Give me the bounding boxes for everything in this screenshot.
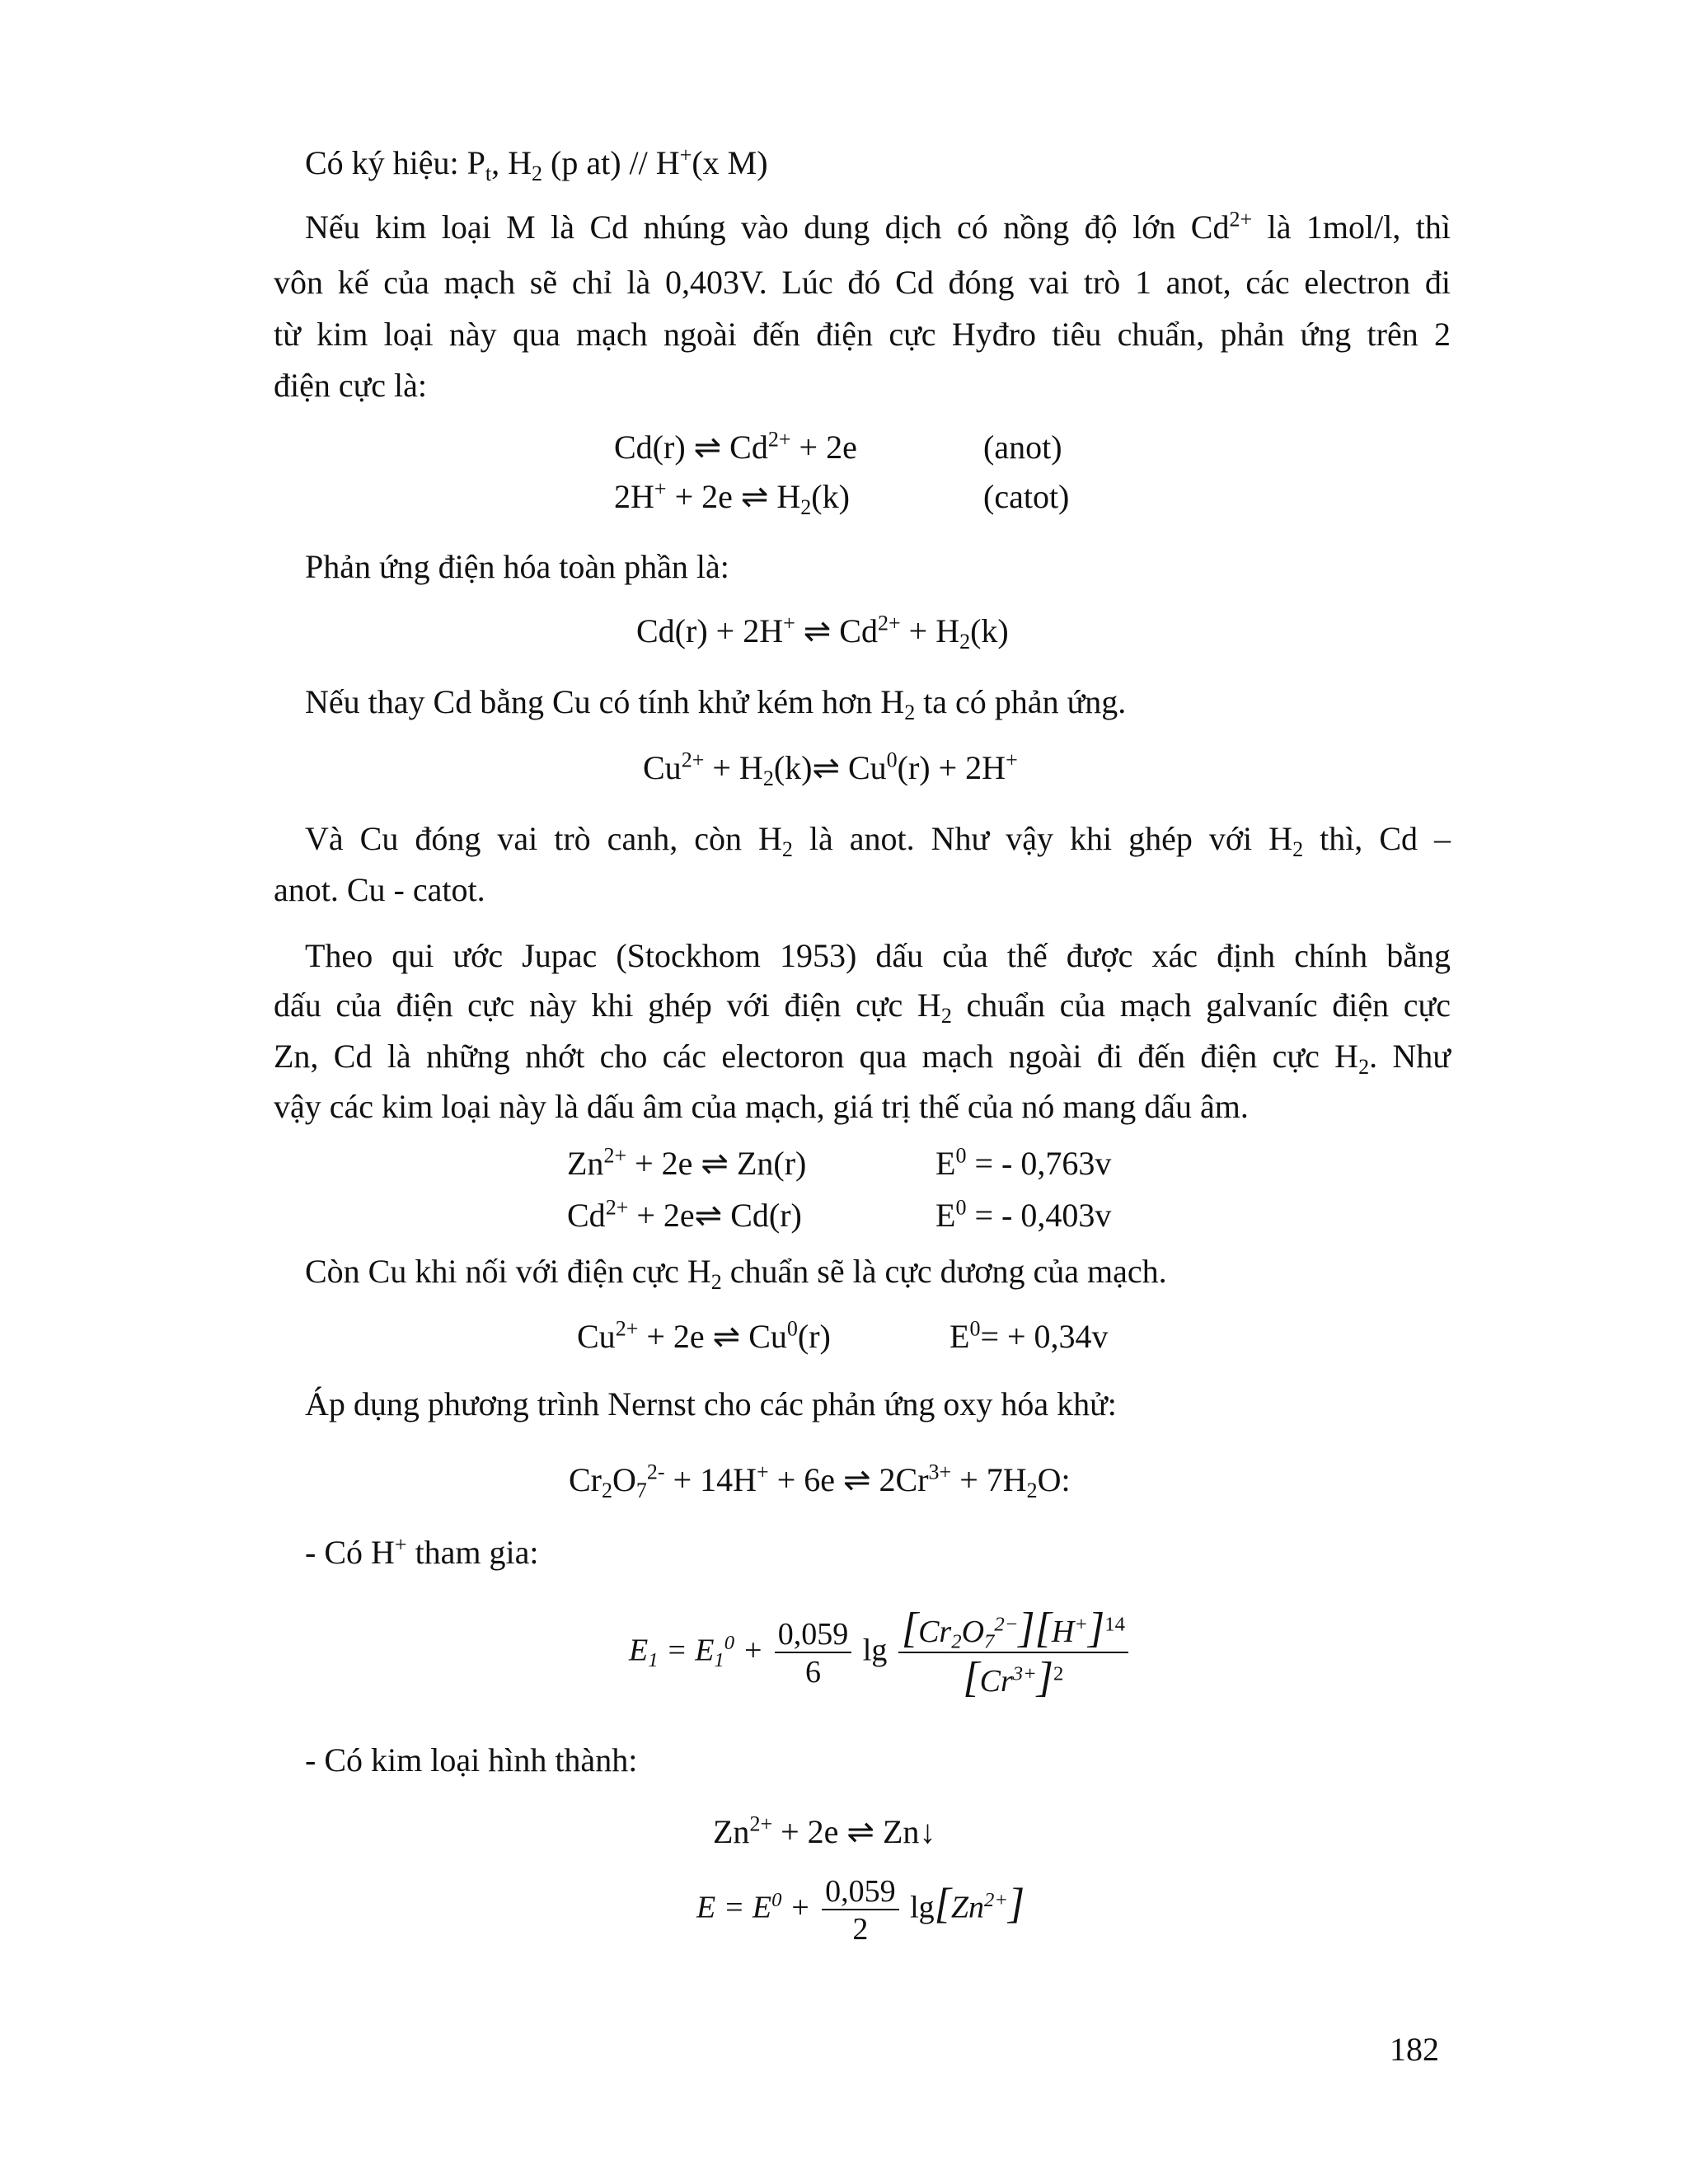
equation-cathode-note: (catot) bbox=[983, 478, 1070, 515]
equation-cathode: 2H+ + 2e ⇌ $H_2(k)$ bbox=[614, 476, 850, 519]
text-line: điện cực là: bbox=[274, 367, 428, 404]
text-line: anot. Cu - catot. bbox=[274, 871, 485, 908]
equation-zinc-deposit: $Zn^{2+} + 2e$ ⇌ Zn↓ bbox=[713, 1811, 936, 1850]
text-line: Còn Cu khi nối với điện cực $H_2$ chuẩn sẽ là cực dương của mạch. bbox=[305, 1253, 1167, 1294]
text-line: - Có H+ tham gia: bbox=[305, 1532, 539, 1571]
equation-anode-note: (anot) bbox=[983, 429, 1062, 466]
text-line: Phản ứng điện hóa toàn phần là: bbox=[305, 548, 729, 585]
equation-copper: $Cu^{2+} + 2e$ ⇌ Cu$^0$(r) bbox=[577, 1316, 831, 1355]
equation-nernst-zinc: $E = E^0$ + $\frac{0,059}{2}$ $\lg[Zn^{2+}]$ bbox=[696, 1874, 1025, 1947]
equation-cadmium-potential: $E^0$ = - 0,403v bbox=[935, 1195, 1112, 1234]
equation-anode: Cd(r) ⇌ $Cd^{2+} + 2e$ bbox=[614, 427, 857, 466]
text-line-notation: Có ký hiệu: $P_t$, $H_2$ (p at) // H+(x M) bbox=[305, 143, 768, 185]
text-line: Nếu thay Cd bằng Cu có tính khử kém hơn $H_2$ ta có phản ứng. bbox=[305, 683, 1127, 724]
equation-nernst-dichromate: $E_1 = E_1^0$ + $\frac{0,059}{6}$ lg $\frac{[Cr_2O_7^{2-}][H^+]^{14}}{[Cr^{3+}]^2}$ bbox=[629, 1607, 1132, 1699]
equation-zinc: $Zn^{2+} + 2e$ ⇌ Zn(r) bbox=[567, 1143, 807, 1182]
text-line: vôn kế của mạch sẽ chỉ là 0,403V. Lúc đó Cd đóng vai trò 1 anot, các electron đi bbox=[274, 264, 1451, 301]
equation-copper-reaction: $Cu^{2+}$ + $H_2(k)\rightleftharpoons$ $Cu^0(r) + 2H^+$ bbox=[643, 748, 1018, 790]
text-line: từ kim loại này qua mạch ngoài đến điện cực Hyđro tiêu chuẩn, phản ứng trên 2 bbox=[274, 316, 1451, 353]
equation-overall: Cd(r) + 2H+ ⇌ $Cd^{2+} + H_2(k)$ bbox=[636, 611, 1009, 654]
text-line: Nếu kim loại M là Cd nhúng vào dung dịch có nồng độ lớn $Cd^{2+}$ là 1mol/l, thì bbox=[305, 207, 1451, 246]
page-number: 182 bbox=[1390, 2031, 1439, 2068]
equation-copper-potential: $E^0= + 0,34v$ bbox=[950, 1316, 1109, 1355]
text-line: Áp dụng phương trình Nernst cho các phản ứng oxy hóa khử: bbox=[305, 1385, 1117, 1422]
text-line: - Có kim loại hình thành: bbox=[305, 1741, 638, 1779]
equation-dichromate: $Cr_2O_7^{2-} + 14H^+ + 6e$ ⇌ $2Cr^{3+} + 7H_2O$: bbox=[569, 1460, 1071, 1502]
equation-cadmium: $Cd^{2+}$ + 2e⇌ Cd(r) bbox=[567, 1195, 802, 1234]
text-line: Và Cu đóng vai trò canh, còn $H_2$ là anot. Như vậy khi ghép với $H_2$ thì, Cd – bbox=[305, 820, 1451, 861]
equation-zinc-potential: $E^0$ = - 0,763v bbox=[935, 1143, 1112, 1182]
text-line: Theo qui ước Jupac (Stockhom 1953) dấu của thế được xác định chính bằng bbox=[305, 937, 1451, 974]
text-line: dấu của điện cực này khi ghép với điện cực $H_2$ chuẩn của mạch galvaníc điện cực bbox=[274, 987, 1451, 1028]
text-line: Zn, Cd là những nhớt cho các electoron qua mạch ngoài đi đến điện cực $H_2$. Như bbox=[274, 1038, 1451, 1079]
text-line: vậy các kim loại này là dấu âm của mạch, giá trị thế của nó mang dấu âm. bbox=[274, 1088, 1249, 1125]
